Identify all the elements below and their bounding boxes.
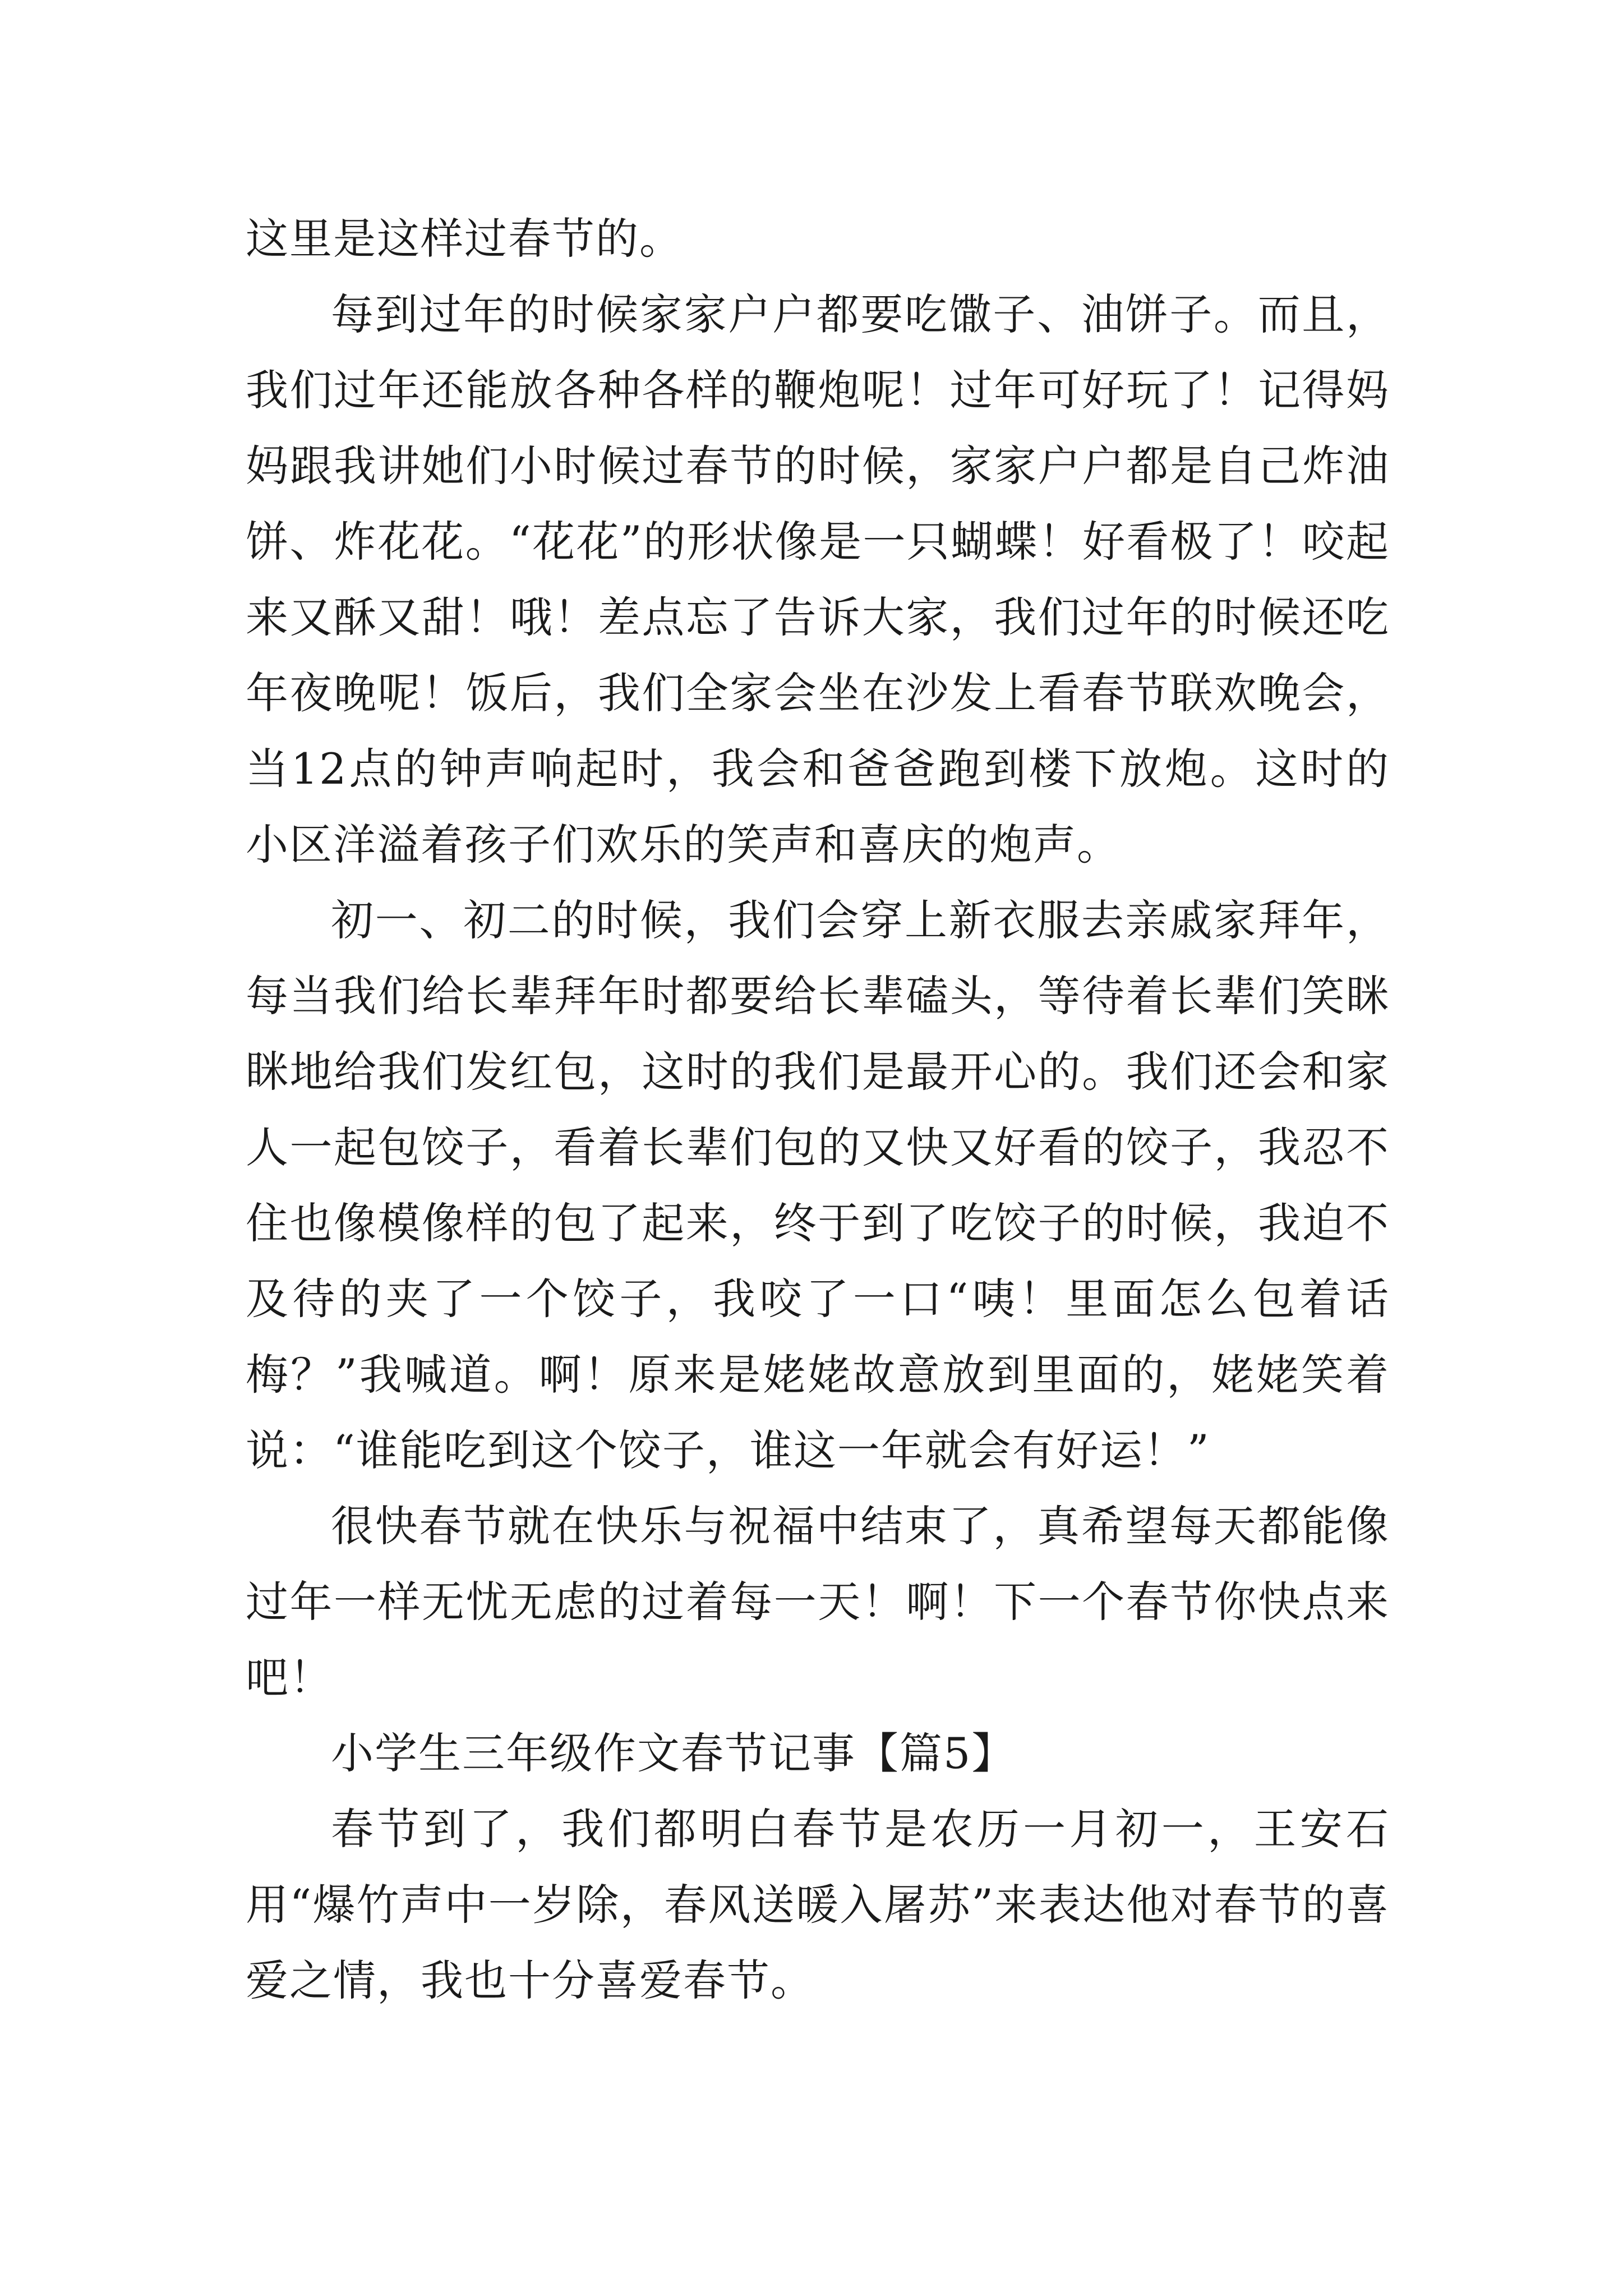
paragraph-1: 这里是这样过春节的。 [246, 214, 683, 264]
paragraph-3: 初一、初二的时候，我们会穿上新衣服去亲戚家拜年，每当我们给长辈拜年时都要给长辈磕头，等待着长辈们笑眯眯地给我们发红包，这时的我们是最开心的。我们还会和家人一起包饺子，看着长辈们包的又快又好看的饺子，我忍不住也像模像样的包了起来，终于到了吃饺子的时候，我迫不及待的夹了一个饺子，我咬了一口“咦！里面怎么包着话梅？”我喊道。啊！原来是姥姥故意放到里面的，姥姥笑着说：“谁能吃到这个饺子，谁这一年就会有好运！” [246, 895, 1390, 1475]
paragraph-4: 很快春节就在快乐与祝福中结束了，真希望每天都能像过年一样无忧无虑的过着每一天！啊！下一个春节你快点来吧！ [246, 1501, 1390, 1703]
section-heading: 小学生三年级作文春节记事【篇5】 [331, 1728, 1016, 1778]
body-text [246, 201, 1390, 2018]
paragraph-5: 春节到了，我们都明白春节是农历一月初一，王安石用“爆竹声中一岁除，春风送暖入屠苏”来表达他对春节的喜爱之情，我也十分喜爱春节。 [246, 1804, 1390, 2005]
paragraph-2: 每到过年的时候家家户户都要吃馓子、油饼子。而且，我们过年还能放各种各样的鞭炮呢！过年可好玩了！记得妈妈跟我讲她们小时候过春节的时候，家家户户都是自己炸油饼、炸花花。“花花”的形状像是一只蝴蝶！好看极了！咬起来又酥又甜！哦！差点忘了告诉大家，我们过年的时候还吃年夜晚呢！饭后，我们全家会坐在沙发上看春节联欢晚会，当12点的钟声响起时，我会和爸爸跑到楼下放炮。这时的小区洋溢着孩子们欢乐的笑声和喜庆的炮声。 [246, 289, 1390, 869]
